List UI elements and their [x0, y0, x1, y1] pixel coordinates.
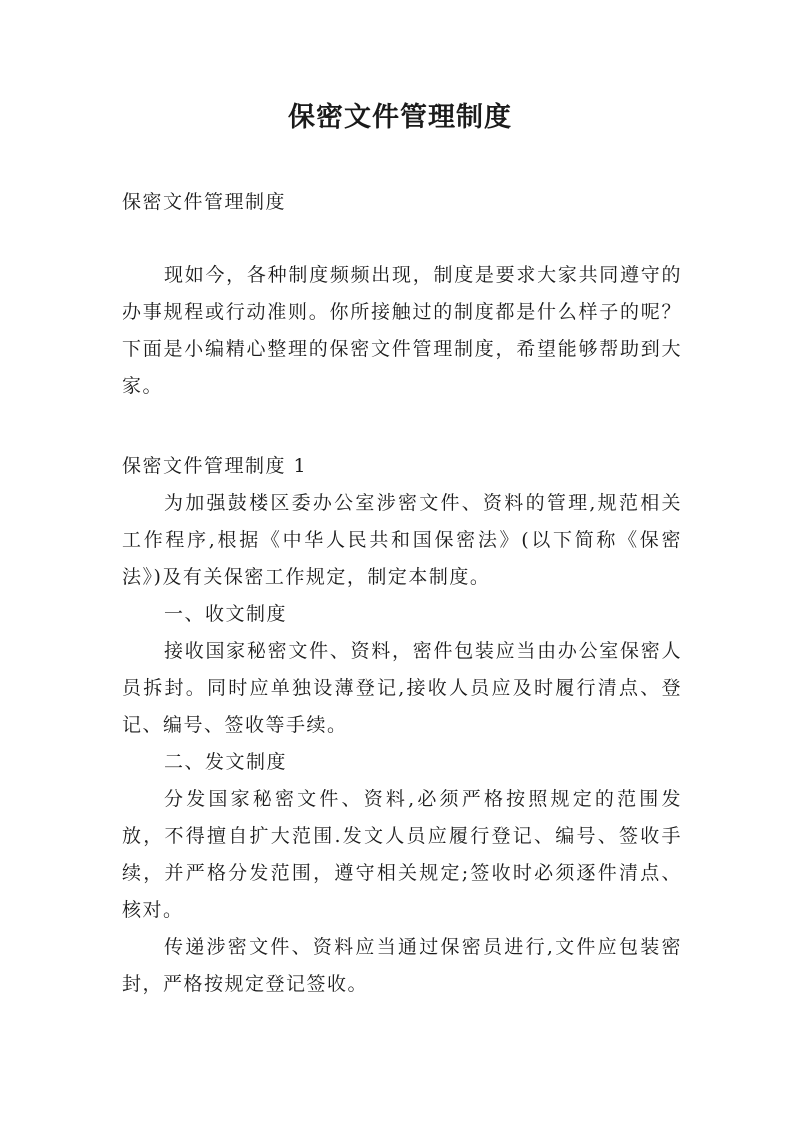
intro-paragraph: 现如今，各种制度频频出现，制度是要求大家共同遵守的办事规程或行动准则。你所接触过的制度都是什么样子的呢？下面是小编精心整理的保密文件管理制度，希望能够帮助到大家。: [122, 264, 682, 397]
section-1: [122, 448, 682, 1003]
subtitle-block: [122, 184, 682, 221]
paragraph-purpose: 为加强鼓楼区委办公室涉密文件、资料的管理,规范相关工作程序,根据《中华人民共和国保密法》(以下简称《保密法》)及有关保密工作规定，制定本制度。: [122, 492, 682, 588]
heading-receiving: 一、收文制度: [164, 603, 288, 625]
paragraph-receiving: 接收国家秘密文件、资料，密件包装应当由办公室保密人员拆封。同时应单独设薄登记,接收人员应及时履行清点、登记、编号、签收等手续。: [122, 640, 682, 736]
page-title: 保密文件管理制度: [288, 102, 512, 133]
section-heading: 保密文件管理制度 1: [122, 455, 308, 477]
heading-dispatch: 二、发文制度: [164, 751, 288, 773]
subtitle: 保密文件管理制度: [122, 191, 287, 213]
intro-block: [122, 257, 682, 405]
paragraph-dispatch: 分发国家秘密文件、资料,必须严格按照规定的范围发放，不得擅自扩大范围.发文人员应履行登记、编号、签收手续，并严格分发范围，遵守相关规定;签收时必须逐件清点、核对。: [122, 788, 682, 921]
paragraph-transfer: 传递涉密文件、资料应当通过保密员进行,文件应包装密封，严格按规定登记签收。: [122, 936, 682, 995]
